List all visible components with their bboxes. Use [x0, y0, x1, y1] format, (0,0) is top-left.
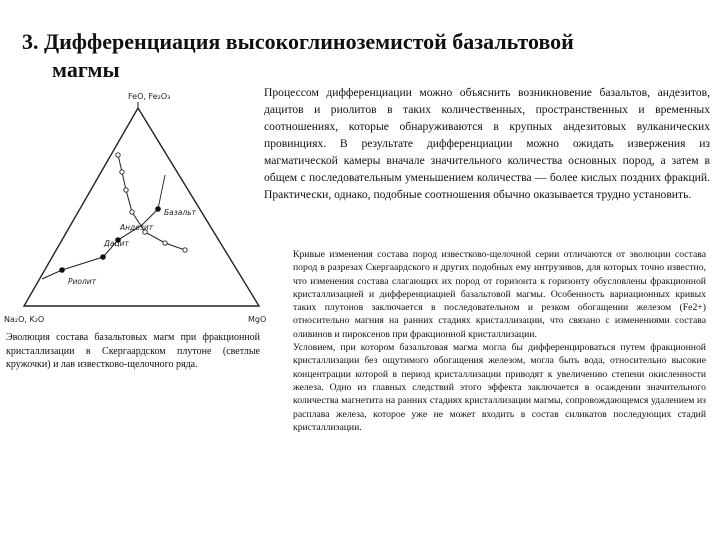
label-andesite: Андезит	[120, 223, 154, 232]
title-line-2: магмы	[52, 57, 120, 82]
ternary-diagram	[0, 0, 270, 330]
skaergaard-point	[130, 210, 134, 214]
apex-left-label: Na₂O, K₂O	[4, 315, 45, 324]
ternary-triangle	[24, 108, 259, 306]
paragraph-differentiation: Процессом дифференциации можно объяснить возникновение базальтов, андезитов, дацитов и риолитов в таких количественных, пространственных и временных соотношениях, которые обнаруживаются в крупных андезитовых вулканических провинциях. В результате дифференциации можно ожидать извержения из магматической камеры вначале значительного количества основных пород, а затем в общем с последовательным уменьшением количества — более кислых поздних фракций. Практически, однако, подобные соотношения обычно оказывается трудно установить.	[264, 86, 710, 201]
apex-right-label: MgO	[248, 315, 267, 324]
paragraph-block-2	[293, 248, 706, 434]
skaergaard-point	[163, 241, 167, 245]
title-line-1: 3. Дифференциация высокоглиноземистой базальтовой	[22, 29, 574, 54]
paragraph-water-condition: Условием, при котором базальтовая магма могла бы дифференцироваться путем фракционной кристаллизации без ощутимого обогащения железом, могла быть вода, относительно высокие концентрации которой в период кристаллизации приводят к увеличению степени окисленности железа. Одно из главных следствий этого эффекта заключается в осаждении значительного количества магнетита на ранних стадиях кристаллизации магмы, сопровождающемся удалением из расплава железа, которое уже не может входить в состав силикатов последующих стадий кристаллизации.	[293, 342, 706, 433]
skaergaard-point	[120, 170, 124, 174]
point-basalt	[155, 206, 161, 212]
point-rhyolite	[59, 267, 65, 273]
diagram-caption: Эволюция состава базальтовых магм при фракционной кристаллизации в Скергаардском плутоне (светлые кружочки) и лав известково-щелочного ряда.	[6, 332, 260, 370]
skaergaard-point	[124, 188, 128, 192]
skaergaard-points	[116, 153, 187, 252]
skaergaard-point	[183, 248, 187, 252]
skaergaard-point	[116, 153, 120, 157]
point-dacite	[100, 254, 106, 260]
label-dacite: Дацит	[104, 239, 129, 248]
trend-connector	[158, 175, 165, 209]
label-rhyolite: Риолит	[68, 277, 97, 286]
paragraph-skaergaard: Кривые изменения состава пород известково-щелочной серии отличаются от эволюции состава пород в разрезах Скергаардского и других подобных ему интрузивов, для которых точно известно, что изменения состава слагающих их пород от горизонта к горизонту обусловлены фракционной кристаллизацией и дифференциацией базальтовой магмы. Особенность вариационных кривых таких плутонов заключается в последовательном и резком обогащении железом (Fe2+) относительно магния на ранних стадиях кристаллизации, что связано с изменениями состава оливинов и пироксенов при фракционной кристаллизации.	[293, 249, 706, 340]
label-basalt: Базальт	[164, 208, 196, 217]
apex-top-label: FeO, Fe₂O₃	[128, 92, 171, 101]
